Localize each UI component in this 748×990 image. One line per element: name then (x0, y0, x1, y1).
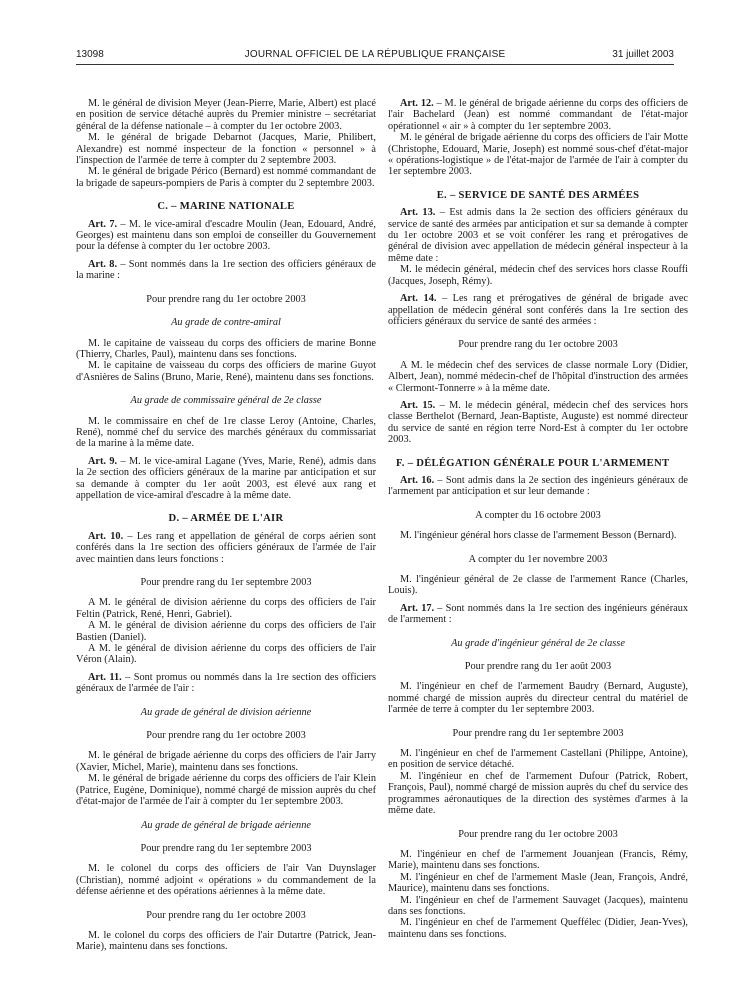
article-paragraph (388, 400, 688, 446)
article-text: – Sont nommés dans la 1re section des officiers généraux de la marine : (76, 258, 376, 282)
rank-date-line: Pour prendre rang du 1er octobre 2003 (458, 828, 618, 840)
article-paragraph (388, 293, 688, 327)
body-paragraph: M. l'ingénieur en chef de l'armement Jouanjean (Francis, Rémy, Marie), maintenu dans ses fonctions. (388, 848, 688, 872)
article-text: – M. le vice-amiral Lagane (Yves, Marie, René), admis dans la 2e section des officiers généraux de la marine par anticipation et sur sa demande à compter du 1er août 2003, est élevé aux rang et appellation de vice-amiral d'escadre à la même date. (76, 455, 377, 501)
spacer (388, 542, 688, 554)
spacer (76, 921, 376, 930)
article-paragraph (76, 259, 376, 282)
article-label: Art. 9. (88, 455, 118, 467)
spacer (76, 565, 376, 577)
spacer (76, 695, 376, 707)
article-text: – M. le général de brigade aérienne du corps des officiers de l'air Bachelard (Jean) est nommé commandant de l'état-major opérationnel « air » à compter du 1er septembre 2003. (388, 98, 688, 132)
body-paragraph: M. l'ingénieur général hors classe de l'armement Besson (Bernard). (400, 530, 677, 542)
article-label: Art. 15. (400, 399, 436, 411)
body-paragraph: M. le général de brigade Périco (Bernard) est nommé commandant de la brigade de sapeurs-pompiers de Paris à compter du 2 septembre 2003. (76, 166, 376, 189)
body-paragraph: M. le colonel du corps des officiers de l'air Van Duynslager (Christian), nommé adjoint « opérations » du commandement de la défense aérienne et des opérations aériennes à la même date. (76, 863, 376, 898)
spacer (388, 716, 688, 728)
article-paragraph (388, 475, 688, 498)
article-label: Art. 8. (88, 258, 118, 270)
body-paragraph: M. le capitaine de vaisseau du corps des officiers de marine Guyot d'Asnières de Salins (Bruno, Marie, René), maintenu dans ses fonctions. (76, 360, 376, 383)
article-paragraph (76, 456, 376, 502)
spacer (76, 741, 376, 750)
article-label: Art. 13. (400, 207, 436, 219)
rank-date-line: Pour prendre rang du 1er septembre 2003 (452, 727, 624, 739)
section-heading: C. – MARINE NATIONALE (157, 201, 295, 213)
spacer (76, 329, 376, 338)
spacer (76, 383, 376, 395)
left-column (76, 98, 376, 953)
rank-date-line: A compter du 1er novembre 2003 (468, 553, 608, 565)
right-column (388, 98, 688, 940)
article-label: Art. 7. (88, 218, 118, 230)
section-heading: D. – ARMÉE DE L'AIR (168, 513, 284, 525)
body-paragraph: M. le colonel du corps des officiers de l'air Dutartre (Patrick, Jean-Marie), maintenu dans ses fonctions. (76, 929, 376, 953)
article-text: – Sont admis dans la 2e section des ingénieurs généraux de l'armement par anticipation et sur leur demande : (388, 474, 688, 498)
spacer (388, 565, 688, 574)
spacer (76, 898, 376, 910)
article-text: – Sont promus ou nommés dans la 1re section des officiers généraux de l'armée de l'air : (76, 671, 376, 695)
article-paragraph (76, 531, 376, 565)
section-heading: E. – SERVICE DE SANTÉ DES ARMÉES (436, 189, 640, 201)
spacer (388, 817, 688, 829)
article-label: Art. 17. (400, 602, 435, 614)
spacer (388, 351, 688, 360)
body-paragraph: M. le général de division Meyer (Jean-Pierre, Marie, Albert) est placé en position de service détaché auprès du Premier ministre – secrétariat général de la défense nationale – à compter du 1er octobre 2003. (76, 98, 376, 132)
rank-date-line: Pour prendre rang du 1er octobre 2003 (146, 293, 306, 305)
spacer (388, 327, 688, 339)
body-paragraph: A M. le médecin chef des services de classe normale Lory (Didier, Albert, Jean), nommé médecin-chef de l'hôpital d'instruction des armées « Clermont-Tonnerre » à la même date. (388, 359, 688, 394)
spacer (388, 649, 688, 661)
journal-title: JOURNAL OFFICIEL DE LA RÉPUBLIQUE FRANÇAISE (244, 49, 506, 60)
grade-subheading: Au grade d'ingénieur général de 2e classe (451, 637, 625, 649)
spacer (76, 501, 376, 513)
body-paragraph: M. l'ingénieur général de 2e classe de l'armement Rance (Charles, Louis). (388, 574, 688, 597)
grade-subheading: Au grade de commissaire général de 2e classe (130, 395, 322, 407)
article-label: Art. 10. (88, 530, 124, 542)
rank-date-line: Pour prendre rang du 1er octobre 2003 (146, 730, 306, 742)
rank-date-line: Pour prendre rang du 1er octobre 2003 (458, 339, 618, 351)
spacer (76, 831, 376, 843)
rank-date-line: Pour prendre rang du 1er septembre 2003 (140, 577, 312, 588)
spacer (76, 854, 376, 863)
article-paragraph (76, 672, 376, 695)
body-paragraph: M. le général de brigade aérienne du corps des officiers de l'air Klein (Patrice, Eugène, Dominique), nommé chargé de mission auprès du chef d'état-major de l'armée de l'air à compter du 1er septembre 2003. (76, 773, 376, 808)
article-text: – Les rang et appellation de général de corps aérien sont conférés dans la 1re section des officiers généraux de l'armée de l'air avec maintien dans leurs fonctions : (76, 530, 376, 565)
body-paragraph: M. l'ingénieur en chef de l'armement Baudry (Bernard, Auguste), nommé chargé de mission auprès du directeur central du matériel de l'armée de terre à compter du 1er septembre 2003. (388, 681, 688, 716)
body-paragraph: M. le médecin général, médecin chef des services hors classe Rouffi (Jacques, Joseph, Rémy). (388, 264, 688, 287)
rank-date-line: Pour prendre rang du 1er septembre 2003 (140, 842, 312, 854)
article-paragraph (388, 98, 688, 132)
body-paragraph: A M. le général de division aérienne du corps des officiers de l'air Feltin (Patrick, René, Henri, Gabriel). (76, 597, 376, 620)
grade-subheading: Au grade de général de division aérienne (140, 706, 312, 718)
body-paragraph: M. l'ingénieur en chef de l'armement Queffélec (Didier, Jean-Yves), maintenu dans ses fonctions. (388, 917, 688, 940)
body-paragraph: M. l'ingénieur en chef de l'armement Masle (Jean, François, André, Maurice), maintenu dans ses fonctions. (388, 871, 688, 895)
article-text: – Les rang et prérogatives de général de brigade avec appellation de médecin général sont conférés dans la 1re section des officiers généraux du service de santé des armées : (388, 293, 688, 327)
spacer (76, 588, 376, 597)
spacer (76, 808, 376, 820)
spacer (388, 498, 688, 510)
body-paragraph: M. le général de brigade aérienne du corps des officiers de l'air Jarry (Xavier, Michel, Marie), maintenu dans ses fonctions. (76, 750, 376, 773)
spacer (76, 718, 376, 730)
spacer (388, 739, 688, 748)
spacer (388, 521, 688, 530)
article-paragraph (388, 603, 688, 626)
spacer (76, 282, 376, 294)
article-text: – M. le vice-amiral d'escadre Moulin (Jean, Edouard, André, Georges) est maintenu dans son emploi de conseiller du Gouvernement pour la défense à compter du 1er octobre 2003. (76, 218, 376, 253)
spacer (388, 178, 688, 190)
article-text: – Est admis dans la 2e section des officiers généraux du service de santé des armées par anticipation et sur sa demande à compter du 1er octobre 2003 et se voit conférer les rang et prérogatives de général de division avec appellation de médecin général inspecteur à la même date : (388, 207, 688, 264)
article-paragraph (76, 219, 376, 253)
rank-date-line: A compter du 16 octobre 2003 (475, 509, 601, 521)
body-paragraph: M. l'ingénieur en chef de l'armement Castellani (Philippe, Antoine), en position de service détaché. (388, 748, 688, 771)
section-heading: F. – DÉLÉGATION GÉNÉRALE POUR L'ARMEMENT (396, 457, 670, 469)
article-label: Art. 14. (400, 293, 437, 305)
page-number: 13098 (76, 49, 104, 60)
spacer (76, 407, 376, 416)
grade-subheading: Au grade de contre-amiral (171, 317, 281, 329)
body-paragraph: A M. le général de division aérienne du corps des officiers de l'air Véron (Alain). (76, 643, 376, 666)
article-label: Art. 16. (400, 474, 435, 486)
rank-date-line: Pour prendre rang du 1er octobre 2003 (146, 909, 306, 921)
article-paragraph (388, 207, 688, 264)
spacer (388, 446, 688, 458)
article-label: Art. 11. (88, 671, 122, 683)
issue-date: 31 juillet 2003 (612, 49, 674, 60)
article-label: Art. 12. (400, 98, 434, 109)
body-paragraph: M. le général de brigade aérienne du corps des officiers de l'air Motte (Christophe, Edouard, Marie, Joseph) est nommé sous-chef d'état-major « opérations-logistique » de l'état-major de l'armée de l'air à compter du 1er septembre 2003. (388, 132, 688, 178)
body-paragraph: M. le capitaine de vaisseau du corps des officiers de marine Bonne (Thierry, Charles, Paul), maintenu dans ses fonctions. (76, 337, 376, 360)
spacer (388, 626, 688, 638)
body-paragraph: M. le général de brigade Debarnot (Jacques, Marie, Philibert, Alexandre) est nommé inspecteur de la fonction « personnel » à l'inspection de l'armée de terre à compter du 2 septembre 2003. (76, 132, 376, 167)
body-paragraph: A M. le général de division aérienne du corps des officiers de l'air Bastien (Daniel). (76, 620, 376, 643)
spacer (388, 840, 688, 849)
article-text: – M. le médecin général, médecin chef des services hors classe Berthelot (Bernard, Jean-Baptiste, Auguste) est nommé directeur du service de santé en région terre Nord-Est à compter du 1er octobre 2003. (388, 399, 688, 446)
spacer (76, 189, 376, 201)
page-header (76, 46, 674, 65)
rank-date-line: Pour prendre rang du 1er août 2003 (464, 661, 612, 673)
body-paragraph: M. l'ingénieur en chef de l'armement Dufour (Patrick, Robert, François, Paul), nommé chargé de mission auprès du chef du service des programmes aéronautiques de la direction des systèmes d'armes à la même date. (388, 770, 688, 817)
body-paragraph: M. le commissaire en chef de 1re classe Leroy (Antoine, Charles, René), nommé chef du service des marchés généraux du commissariat de la marine à la même date. (76, 415, 376, 450)
grade-subheading: Au grade de général de brigade aérienne (141, 819, 311, 831)
spacer (76, 305, 376, 317)
body-paragraph: M. l'ingénieur en chef de l'armement Sauvaget (Jacques), maintenu dans ses fonctions. (388, 894, 688, 917)
spacer (388, 672, 688, 681)
article-text: – Sont nommés dans la 1re section des ingénieurs généraux de l'armement : (388, 602, 688, 626)
